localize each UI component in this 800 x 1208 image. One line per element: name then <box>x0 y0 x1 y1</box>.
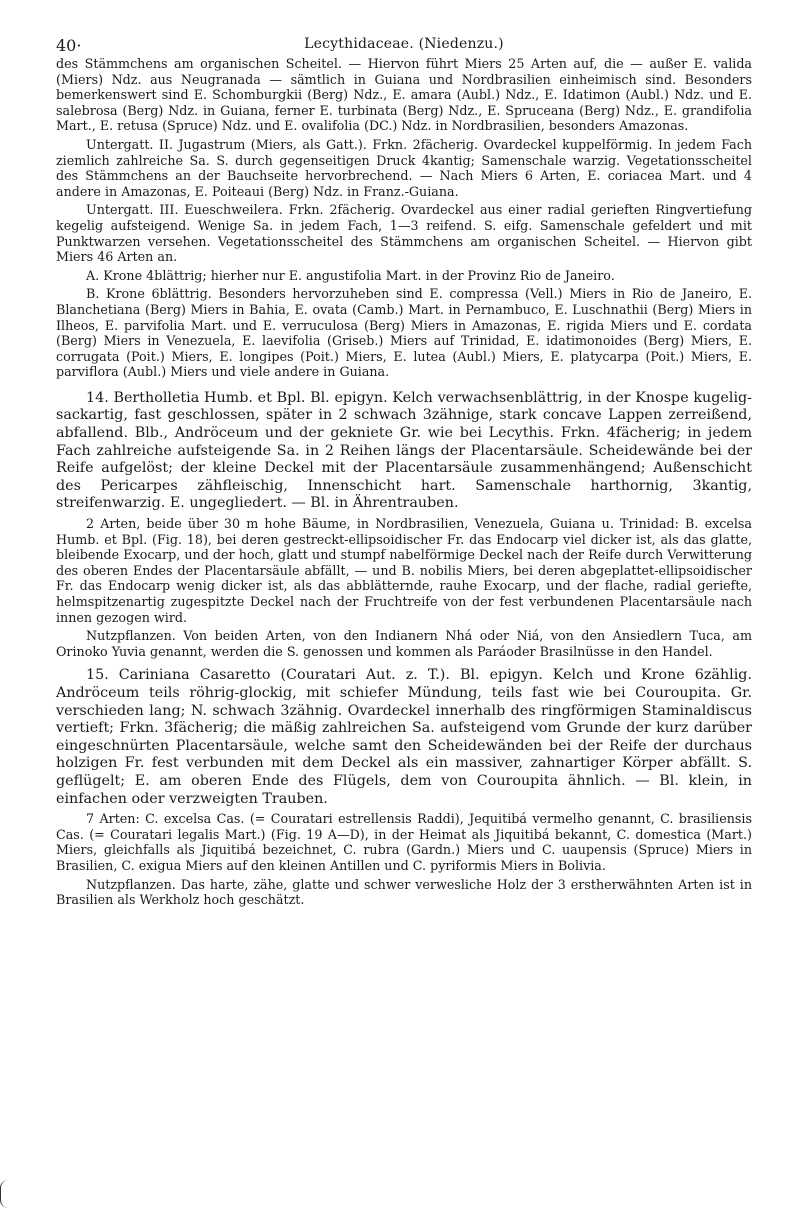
binding-mark <box>0 1180 9 1208</box>
page-number: 40· <box>56 36 82 55</box>
paragraph-bertholletia: 14. Bertholletia Humb. et Bpl. Bl. epigyn. Kelch verwachsenblättrig, in der Knospe kugelig-sackartig, fast geschlossen, später in 2 schwach 3zähnige, stark concave Lappen zerreißend, abfallend. Blb., Andröceum und der gekniete Gr. wie bei Lecythis. Frkn. 4fächerig; in jedem Fach zahlreiche aufsteigende Sa. in 2 Reihen längs der Placentarsäule. Scheidewände bei der Reife aufgelöst; der kleine Deckel mit der Placentarsäule zusammenhängend; Außenschicht des Pericarpes zähfleischig, Innenschicht hart. Samenschale harthornig, 3kantig, streifenwarzig. E. ungegliedert. — Bl. in Ährentrauben. <box>56 389 752 512</box>
paragraph-eschweilera-cont: des Stämmchens am organischen Scheitel. — Hiervon führt Miers 25 Arten auf, die — außer E. valida (Miers) Ndz. aus Neugranada — sämtlich in Guiana und Nordbrasilien einheimisch sind. Besonders bemerkenswert sind E. Schomburgkii (Berg) Ndz., E. amara (Aubl.) Ndz., E. Idatimon (Aubl.) Ndz. und E. salebrosa (Berg) Ndz. in Guiana, ferner E. turbinata (Berg) Ndz., E. Spruceana (Berg) Ndz., E. grandifolia Mart., E. retusa (Spruce) Ndz. und E. ovalifolia (DC.) Ndz. in Nordbrasilien, besonders Amazonas. <box>56 56 752 134</box>
paragraph-cariniana-uses: Nutzpflanzen. Das harte, zähe, glatte und schwer verwesliche Holz der 3 erstherwähnten Arten ist in Brasilien als Werkholz hoch geschätzt. <box>56 876 752 908</box>
paragraph-cariniana: 15. Cariniana Casaretto (Couratari Aut. z. T.). Bl. epigyn. Kelch und Krone 6zählig. Andröceum teils röhrig-glockig, mit schiefer Mündung, teils fast wie bei Couroupita. Gr. verschieden lang; N. schwach 3zähnig. Ovardeckel innerhalb des ringförmigen Staminaldiscus vertieft; Frkn. 3fächerig; die mäßig zahlreichen Sa. aufsteigend vom Grunde der kurz darüber eingeschnürten Placentarsäule, welche samt den Scheidewänden bei der Reife der durchaus holzigen Fr. fest verbunden mit dem Deckel als ein massiver, zahnartiger Körper abfällt. S. geflügelt; E. am oberen Ende des Flügels, dem von Couroupita ähnlich. — Bl. klein, in einfachen oder verzweigten Trauben. <box>56 667 752 807</box>
paragraph-bertholletia-uses: Nutzpflanzen. Von beiden Arten, von den Indianern Nhá oder Niá, von den Ansiedlern Tuca, am Orinoko Yuvia genannt, werden die S. genossen und kommen als Paráoder Brasilnüsse in den Handel. <box>56 628 752 659</box>
paragraph-cariniana-species: 7 Arten: C. excelsa Cas. (= Couratari estrellensis Raddi), Jequitibá vermelho genannt, C. brasiliensis Cas. (= Couratari legalis Mart.) (Fig. 19 A—D), in der Heimat als Jiquitibá bekannt, C. domestica (Mart.) Miers, gleichfalls als Jiquitibá bezeichnet, C. rubra (Gardn.) Miers und C. uaupensis (Spruce) Miers in Brasilien, C. exigua Miers auf den kleinen Antillen und C. pyriformis Miers in Bolivia. <box>56 811 752 873</box>
paragraph-jugastrum: Untergatt. II. Jugastrum (Miers, als Gatt.). Frkn. 2fächerig. Ovardeckel kuppelförmig. In jedem Fach ziemlich zahlreiche Sa. S. durch gegenseitigen Druck 4kantig; Samenschale warzig. Vegetationsscheitel des Stämmchens an der Bauchseite hervorbrechend. — Nach Miers 6 Arten, E. coriacea Mart. und 4 andere in Amazonas, E. Poiteaui (Berg) Ndz. in Franz.-Guiana. <box>56 136 752 199</box>
page <box>56 0 752 908</box>
running-title: Lecythidaceae. (Niedenzu.) <box>304 36 504 52</box>
paragraph-key-a: A. Krone 4blättrig; hierher nur E. angustifolia Mart. in der Provinz Rio de Janeiro. <box>86 267 615 283</box>
paragraph-bertholletia-species: 2 Arten, beide über 30 m hohe Bäume, in Nordbrasilien, Venezuela, Guiana u. Trinidad: B. excelsa Humb. et Bpl. (Fig. 18), bei deren gestreckt-ellipsoidischer Fr. das Endocarp viel dicker ist, als das glatte, bleibende Exocarp, und der hoch, glatt und stumpf nabelförmige Deckel nach der Reife durch Verwitterung des oberen Endes der Placentarsäule abfällt, — und B. nobilis Miers, bei deren abgeplattet-ellipsoidischer Fr. das Endocarp wenig dicker ist, als das abblätternde, rauhe Exocarp, und der flache, radial geriefte, helmspitzenartig zugespitzte Deckel nach der Fruchtreife von der fest verbundenen Placentarsäule nach innen gezogen wird. <box>56 516 752 625</box>
page-header <box>56 0 752 56</box>
paragraph-eueschweilera: Untergatt. III. Eueschweilera. Frkn. 2fächerig. Ovardeckel aus einer radial gerieften Ringvertiefung kegelig aufsteigend. Wenige Sa. in jedem Fach, 1—3 reifend. S. eifg. Samenschale gefeldert und mit Punktwarzen versehen. Vegetationsscheitel des Stämmchens am organischen Scheitel. — Hiervon gibt Miers 46 Arten an. <box>56 202 752 265</box>
paragraph-key-b: B. Krone 6blättrig. Besonders hervorzuheben sind E. compressa (Vell.) Miers in Rio de Janeiro, E. Blanchetiana (Berg) Miers in Bahia, E. ovata (Camb.) Mart. in Pernambuco, E. Luschnathii (Berg) Miers in Ilheos, E. parvifolia Mart. und E. verruculosa (Berg) Miers in Amazonas, E. rigida Miers und E. cordata (Berg) Miers in Venezuela, E. laevifolia (Griseb.) Miers auf Trinidad, E. idatimonoides (Berg) Miers, E. corrugata (Poit.) Miers, E. longipes (Poit.) Miers, E. lutea (Aubl.) Miers, E. platycarpa (Poit.) Miers, E. parviflora (Aubl.) Miers und viele andere in Guiana. <box>56 286 752 380</box>
